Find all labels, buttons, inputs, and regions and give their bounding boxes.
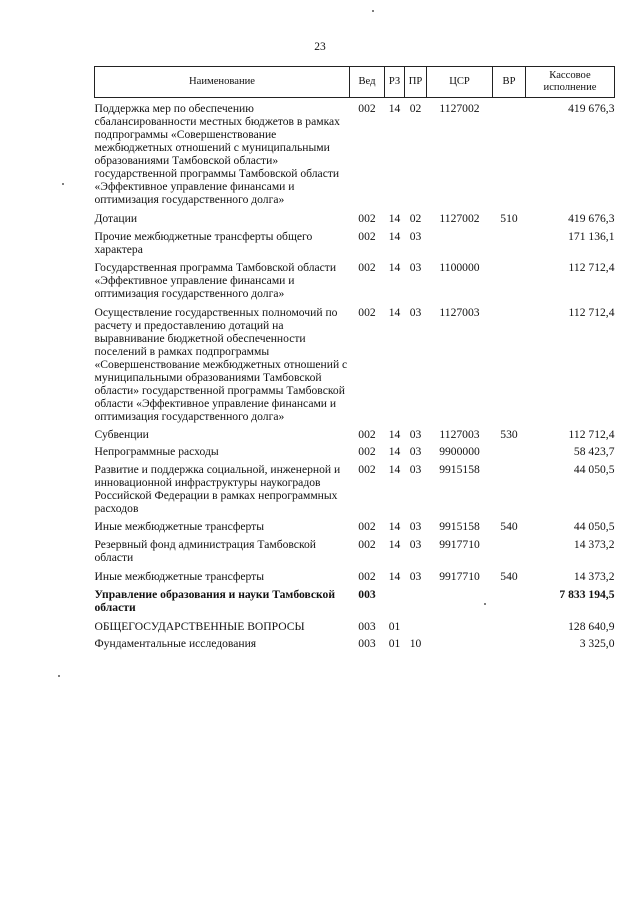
cell-vr: 530	[500, 428, 518, 441]
cell-name: Субвенции	[94, 428, 149, 441]
cell-name: Дотации	[94, 212, 138, 225]
table-row	[95, 515, 615, 533]
cell-ved: 002	[358, 212, 376, 225]
table-row	[95, 256, 615, 300]
cell-csr: 1127003	[439, 428, 480, 441]
cell-amount: 171 136,1	[568, 230, 615, 243]
table-row	[95, 533, 615, 564]
cell-pr: 03	[409, 261, 422, 274]
cell-ved: 002	[358, 230, 376, 243]
cell-name: Резервный фонд администрация Тамбовской области	[94, 538, 316, 564]
cell-csr: 1127002	[439, 212, 480, 225]
cell-vr: 540	[500, 520, 518, 533]
table-row	[95, 614, 615, 633]
cell-rz: 14	[388, 570, 401, 583]
cell-csr	[427, 225, 493, 256]
cell-name: Прочие межбюджетные трансферты общего характера	[94, 230, 313, 256]
cell-ved: 002	[358, 538, 376, 551]
cell-csr	[427, 583, 493, 614]
cell-name: Развитие и поддержка социальной, инженерной и инновационной инфраструктуры наукоградов Российской Федерации в рамках непрограммных расходов	[94, 463, 341, 515]
header-vr: ВР	[493, 67, 526, 98]
cell-pr: 03	[409, 306, 422, 319]
cell-name: Осуществление государственных полномочий по расчету и предоставлению дотаций на выравнивание бюджетной обеспеченности поселений в рамках подпрограммы «Совершенствование межбюджетных отношений с муниципальными образованиями Тамбовской области» государственной программы Тамбовской области «Эффективное управление финансами и оптимизация государственного долга»	[94, 306, 348, 423]
cell-amount: 7 833 194,5	[559, 588, 615, 601]
cell-rz: 14	[388, 445, 401, 458]
cell-amount: 419 676,3	[568, 212, 615, 225]
cell-name: Фундаментальные исследования	[94, 637, 257, 650]
header-name: Наименование	[95, 67, 350, 98]
cell-rz: 01	[388, 637, 401, 650]
table-row	[95, 423, 615, 441]
cell-rz: 14	[388, 306, 401, 319]
cell-vr	[493, 458, 526, 515]
table-body	[95, 98, 615, 651]
header-ved: Вед	[350, 67, 385, 98]
cell-amount: 112 712,4	[568, 306, 615, 319]
cell-pr: 03	[409, 445, 422, 458]
cell-rz: 14	[388, 230, 401, 243]
cell-ved: 002	[358, 520, 376, 533]
cell-rz: 01	[388, 620, 401, 633]
table-row	[95, 206, 615, 225]
table-row	[95, 98, 615, 207]
cell-vr	[493, 633, 526, 650]
cell-name: ОБЩЕГОСУДАРСТВЕННЫЕ ВОПРОСЫ	[94, 620, 305, 633]
cell-amount: 14 373,2	[573, 538, 615, 551]
cell-vr: 510	[500, 212, 518, 225]
table-row	[95, 583, 615, 614]
cell-csr: 1127003	[439, 306, 480, 319]
header-pr: ПР	[405, 67, 427, 98]
cell-rz: 14	[388, 261, 401, 274]
cell-rz	[385, 583, 405, 614]
cell-csr	[427, 614, 493, 633]
header-amount: Кассовое исполнение	[526, 67, 615, 98]
cell-pr: 03	[409, 520, 422, 533]
cell-name: Поддержка мер по обеспечению сбалансированности местных бюджетов в рамках подпрограммы «Совершенствование межбюджетных отношений с муниципальными образованиями Тамбовской области» государственной программы Тамбовской области «Эффективное управление финансами и оптимизация государственного долга»	[94, 102, 340, 206]
cell-csr: 1127002	[439, 102, 480, 115]
cell-pr: 02	[409, 102, 422, 115]
cell-csr	[427, 633, 493, 650]
cell-amount: 112 712,4	[568, 428, 615, 441]
cell-rz: 14	[388, 463, 401, 476]
cell-ved: 002	[358, 428, 376, 441]
scan-speck	[58, 675, 60, 677]
cell-ved: 002	[358, 261, 376, 274]
cell-vr	[493, 441, 526, 458]
cell-amount: 419 676,3	[568, 102, 615, 115]
cell-amount: 3 325,0	[579, 637, 615, 650]
cell-ved: 003	[358, 588, 376, 601]
cell-ved: 003	[358, 620, 376, 633]
cell-pr: 03	[409, 230, 422, 243]
header-rz: РЗ	[385, 67, 405, 98]
cell-vr	[493, 533, 526, 564]
cell-vr	[493, 614, 526, 633]
cell-vr	[493, 300, 526, 423]
cell-amount: 44 050,5	[573, 463, 615, 476]
budget-table	[94, 66, 615, 650]
cell-pr: 03	[409, 538, 422, 551]
cell-vr	[493, 583, 526, 614]
table-header-row	[95, 67, 615, 98]
table-row	[95, 300, 615, 423]
cell-vr	[493, 98, 526, 207]
table-row	[95, 633, 615, 650]
cell-csr: 9915158	[439, 520, 480, 533]
cell-rz: 14	[388, 428, 401, 441]
cell-csr: 9917710	[439, 538, 480, 551]
cell-ved: 002	[358, 463, 376, 476]
cell-vr	[493, 256, 526, 300]
cell-name: Непрограммные расходы	[94, 445, 219, 458]
cell-amount: 112 712,4	[568, 261, 615, 274]
cell-ved: 002	[358, 570, 376, 583]
cell-pr: 10	[409, 637, 422, 650]
cell-vr	[493, 225, 526, 256]
cell-name: Иные межбюджетные трансферты	[94, 570, 265, 583]
cell-rz: 14	[388, 102, 401, 115]
cell-rz: 14	[388, 212, 401, 225]
cell-pr: 03	[409, 570, 422, 583]
scan-speck	[62, 183, 64, 185]
cell-pr: 03	[409, 428, 422, 441]
cell-csr: 9915158	[439, 463, 480, 476]
cell-ved: 002	[358, 445, 376, 458]
cell-pr: 02	[409, 212, 422, 225]
cell-ved: 002	[358, 306, 376, 319]
cell-pr	[405, 583, 427, 614]
scan-speck	[372, 10, 374, 12]
cell-csr: 1100000	[439, 261, 480, 274]
cell-amount: 14 373,2	[573, 570, 615, 583]
cell-amount: 58 423,7	[573, 445, 615, 458]
table-row	[95, 458, 615, 515]
cell-ved: 003	[358, 637, 376, 650]
cell-rz: 14	[388, 538, 401, 551]
cell-rz: 14	[388, 520, 401, 533]
cell-name: Управление образования и науки Тамбовской области	[94, 588, 336, 614]
table-row	[95, 441, 615, 458]
cell-name: Иные межбюджетные трансферты	[94, 520, 265, 533]
table-row	[95, 225, 615, 256]
cell-ved: 002	[358, 102, 376, 115]
table-row	[95, 564, 615, 583]
page-number: 23	[314, 41, 326, 53]
cell-csr: 9917710	[439, 570, 480, 583]
header-csr: ЦСР	[427, 67, 493, 98]
cell-pr: 03	[409, 463, 422, 476]
cell-pr	[405, 614, 427, 633]
cell-amount: 44 050,5	[573, 520, 615, 533]
cell-amount: 128 640,9	[568, 620, 615, 633]
cell-csr: 9900000	[439, 445, 480, 458]
cell-vr: 540	[500, 570, 518, 583]
cell-name: Государственная программа Тамбовской области «Эффективное управление финансами и оптимизация государственного долга»	[94, 261, 337, 300]
